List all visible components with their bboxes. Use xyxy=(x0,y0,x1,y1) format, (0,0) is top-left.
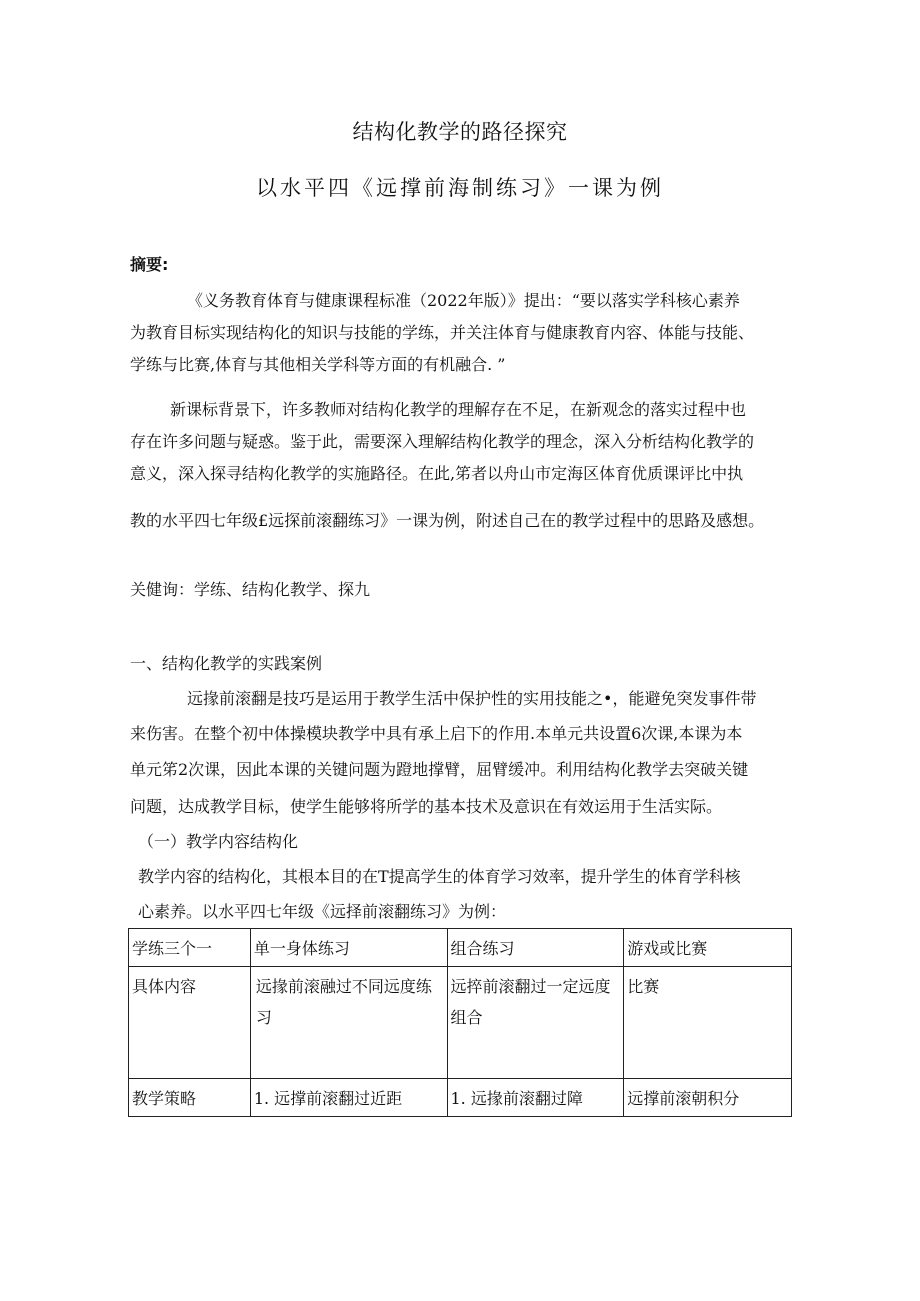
abstract-p1-line: 为教育目标实现结构化的知识与技能的学练，并关注体育与健康教育内容、体能与技能、 xyxy=(130,323,755,342)
subsection-p-line: 教学内容的结构化，其根本目的在T提高学生的体育学习效率，提升学生的体育学科核 xyxy=(138,867,741,886)
section-p-line: 单元笫2次课，因此本课的关键问题为蹬地撑臂，屈臂缓冲。利用结构化教学去突破关键 xyxy=(130,760,749,779)
table-cell: 比赛 xyxy=(624,967,792,1079)
table-cell: 具体内容 xyxy=(129,967,251,1079)
table-cell: 学练三个一 xyxy=(129,929,251,967)
table-cell: 单一身体练习 xyxy=(250,929,447,967)
subsection-p-line: 心素养。以水平四七年级《远择前滚翻练习》为例： xyxy=(138,902,507,921)
table-row xyxy=(129,967,792,1079)
table-cell: 1. 远掾前滚翻过障 xyxy=(447,1079,624,1117)
section-p-line: 远掾前滚翻是技巧是运用于教学生活中保护性的实用技能之•，能避免突发事件带 xyxy=(187,689,757,708)
subsection-heading: （一）教学内容结构化 xyxy=(138,832,299,851)
abstract-p2-line: 意义，深入探寻结构化教学的实施路径。在此,笫者以舟山市定海区体育优质课评比中执 xyxy=(130,464,744,483)
content-table xyxy=(128,928,792,1117)
section-heading: 一、结构化教学的实践案例 xyxy=(130,654,323,673)
abstract-p2-line: 新课标背景下，许多教师对结构化教学的理解存在不足，在新观念的落实过程中也 xyxy=(170,400,747,419)
abstract-p1-line: 学练与比赛,体育与其他相关学科等方面的有机融合. ” xyxy=(130,355,506,374)
section-p-line: 来伤害。在整个初中体操模块教学中具有承上启下的作用.本单元共设置6次课,本课为本 xyxy=(130,724,743,743)
abstract-p1-line: 《义务教育体育与健康课程标准（2022年版）》提出：“要以落实学科核心素养 xyxy=(187,291,740,310)
section-p-line: 问题，达成教学目标，使学生能够将所学的基本技术及意识在有效运用于生活实际。 xyxy=(130,797,723,816)
document-subtitle: 以水平四《远撑前海制练习》一课为例 xyxy=(256,176,664,200)
abstract-p2-line: 教的水平四七年级£远探前滚翻练习》一课为例，附述自己在的教学过程中的思路及感想。 xyxy=(130,511,765,530)
abstract-label: 摘要: xyxy=(130,255,169,274)
document-title: 结构化教学的路径探究 xyxy=(352,120,568,144)
table-header-row xyxy=(129,929,792,967)
table-cell: 组合练习 xyxy=(447,929,624,967)
table-cell: 远掾前滚融过不同远度练习 xyxy=(250,967,447,1079)
keywords: 关健询：学练、结构化教学、探九 xyxy=(130,580,371,599)
table-cell: 游戏或比赛 xyxy=(624,929,792,967)
table-cell: 教学策略 xyxy=(129,1079,251,1117)
table-row xyxy=(129,1079,792,1117)
table-cell: 远捽前滚翻过一定远度组合 xyxy=(447,967,624,1079)
table-cell: 远撑前滚朝积分 xyxy=(624,1079,792,1117)
table-cell: 1. 远撑前滚翻过近距 xyxy=(250,1079,447,1117)
abstract-p2-line: 存在许多问题与疑惑。鉴于此，需要深入理解结构化教学的理念，深入分析结构化教学的 xyxy=(130,432,755,451)
